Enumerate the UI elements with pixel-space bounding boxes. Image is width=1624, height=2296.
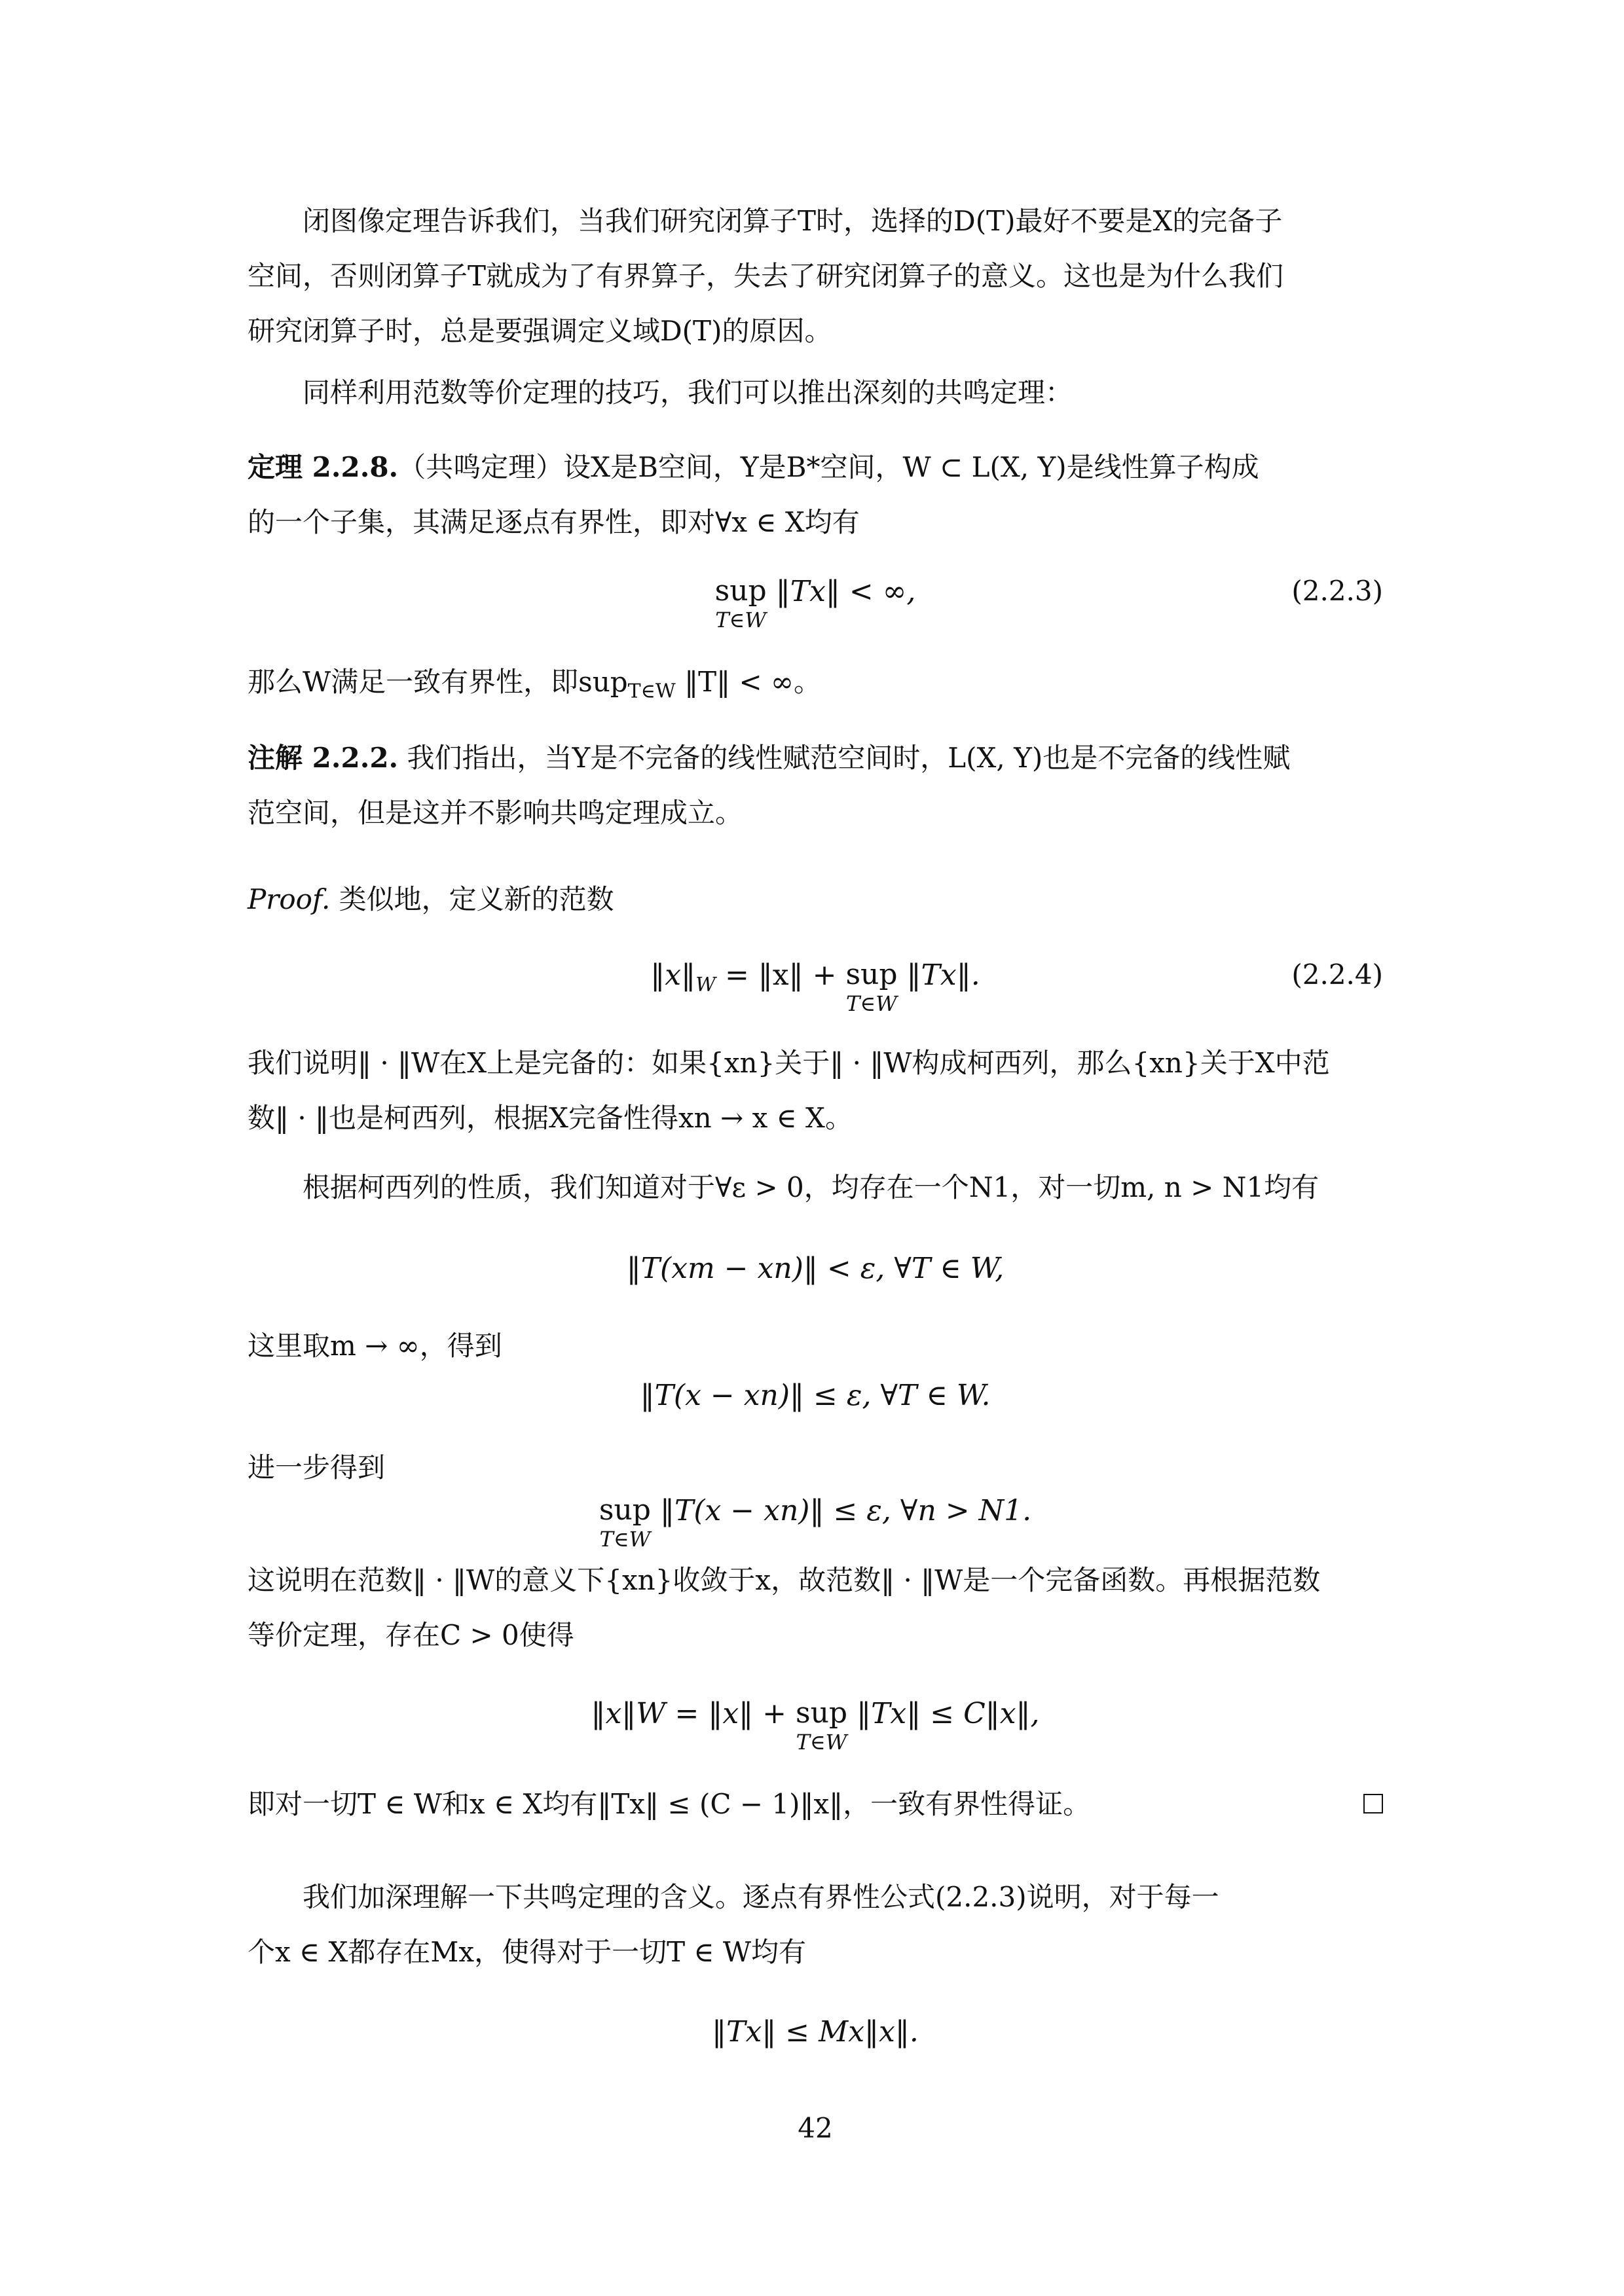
remark-label: 注解 2.2.2. xyxy=(248,742,399,774)
page xyxy=(248,0,1383,2296)
paragraph-line: 等价定理，存在C > 0使得 xyxy=(248,1619,574,1651)
page-number: 42 xyxy=(798,2112,833,2144)
paragraph-line: 这说明在范数‖ · ‖W的意义下{xn}收敛于x，故范数‖ · ‖W是一个完备函数。再根据范数 xyxy=(248,1564,1321,1596)
equation: ‖T(xm − xn)‖ < ε, ∀T ∈ W, xyxy=(626,1252,1005,1285)
remark-text: 我们指出，当Y是不完备的线性赋范空间时，L(X, Y)也是不完备的线性赋 xyxy=(398,742,1291,774)
paragraph-line: 根据柯西列的性质，我们知道对于∀ε > 0，均存在一个N1，对一切m, n > N1均有 xyxy=(303,1171,1320,1203)
paragraph-line: 这里取m → ∞，得到 xyxy=(248,1330,502,1362)
paragraph-line: 即对一切T ∈ W和x ∈ X均有‖Tx‖ ≤ (C − 1)‖x‖，一致有界性得证。 xyxy=(248,1788,1091,1820)
sup-operator: sup T∈W xyxy=(714,574,767,632)
theorem-text: （共鸣定理）设X是B空间，Y是B*空间，W ⊂ L(X, Y)是线性算子构成 xyxy=(398,451,1259,483)
qed-square-icon xyxy=(1363,1794,1383,1813)
sup-operator: sup T∈W xyxy=(795,1696,848,1755)
remark-line xyxy=(248,731,1383,786)
theorem-line xyxy=(248,440,1383,495)
paragraph-line: 数‖ · ‖也是柯西列，根据X完备性得xn → x ∈ X。 xyxy=(248,1102,853,1134)
paragraph-line: 研究闭算子时，总是要强调定义域D(T)的原因。 xyxy=(248,315,832,347)
equation: ‖x‖W = ‖x‖ + sup T∈W ‖Tx‖ ≤ C‖x‖, xyxy=(591,1696,1040,1755)
paragraph-line: 闭图像定理告诉我们，当我们研究闭算子T时，选择的D(T)最好不要是X的完备子 xyxy=(303,205,1283,237)
equation-number: (2.2.3) xyxy=(1291,575,1383,607)
conclusion-line: 那么W满足一致有界性，即sup$_{T\in W}$ ‖T‖ < ∞。 xyxy=(248,666,821,703)
equation-number: (2.2.4) xyxy=(1291,958,1383,991)
paragraph-line: 进一步得到 xyxy=(248,1451,386,1484)
sup-operator: sup T∈W xyxy=(599,1493,651,1552)
equation-2-2-4: $‖x‖_W$ = ‖x‖ + sup T∈W ‖Tx‖. (2.2.4) xyxy=(650,958,1383,1016)
paragraph-line: 我们加深理解一下共鸣定理的含义。逐点有界性公式(2.2.3)说明，对于每一 xyxy=(303,1881,1219,1913)
paragraph-line: 空间，否则闭算子T就成为了有界算子，失去了研究闭算子的意义。这也是为什么我们 xyxy=(248,260,1284,292)
proof-label: Proof. xyxy=(248,883,331,915)
equation-body: ‖Tx‖ < ∞, xyxy=(775,575,916,608)
remark-line: 范空间，但是这并不影响共鸣定理成立。 xyxy=(248,797,743,829)
equation: ‖Tx‖ ≤ Mx‖x‖. xyxy=(712,2015,919,2049)
equation: ‖T(x − xn)‖ ≤ ε, ∀T ∈ W. xyxy=(640,1379,991,1412)
equation: sup T∈W ‖T(x − xn)‖ ≤ ε, ∀n > N1. xyxy=(599,1493,1032,1552)
paragraph-line: 我们说明‖ · ‖W在X上是完备的：如果{xn}关于‖ · ‖W构成柯西列，那么{xn}关于X中范 xyxy=(248,1047,1330,1079)
theorem-label: 定理 2.2.8. xyxy=(248,451,399,483)
paragraph-line: 个x ∈ X都存在Mx，使得对于一切T ∈ W均有 xyxy=(248,1936,807,1968)
paragraph-line: 同样利用范数等价定理的技巧，我们可以推出深刻的共鸣定理： xyxy=(303,376,1073,409)
equation-2-2-3 xyxy=(248,575,1383,632)
proof-line: Proof. 类似地，定义新的范数 xyxy=(248,883,614,915)
sup-operator: sup T∈W xyxy=(845,958,898,1016)
theorem-line: 的一个子集，其满足逐点有界性，即对∀x ∈ X均有 xyxy=(248,506,860,538)
